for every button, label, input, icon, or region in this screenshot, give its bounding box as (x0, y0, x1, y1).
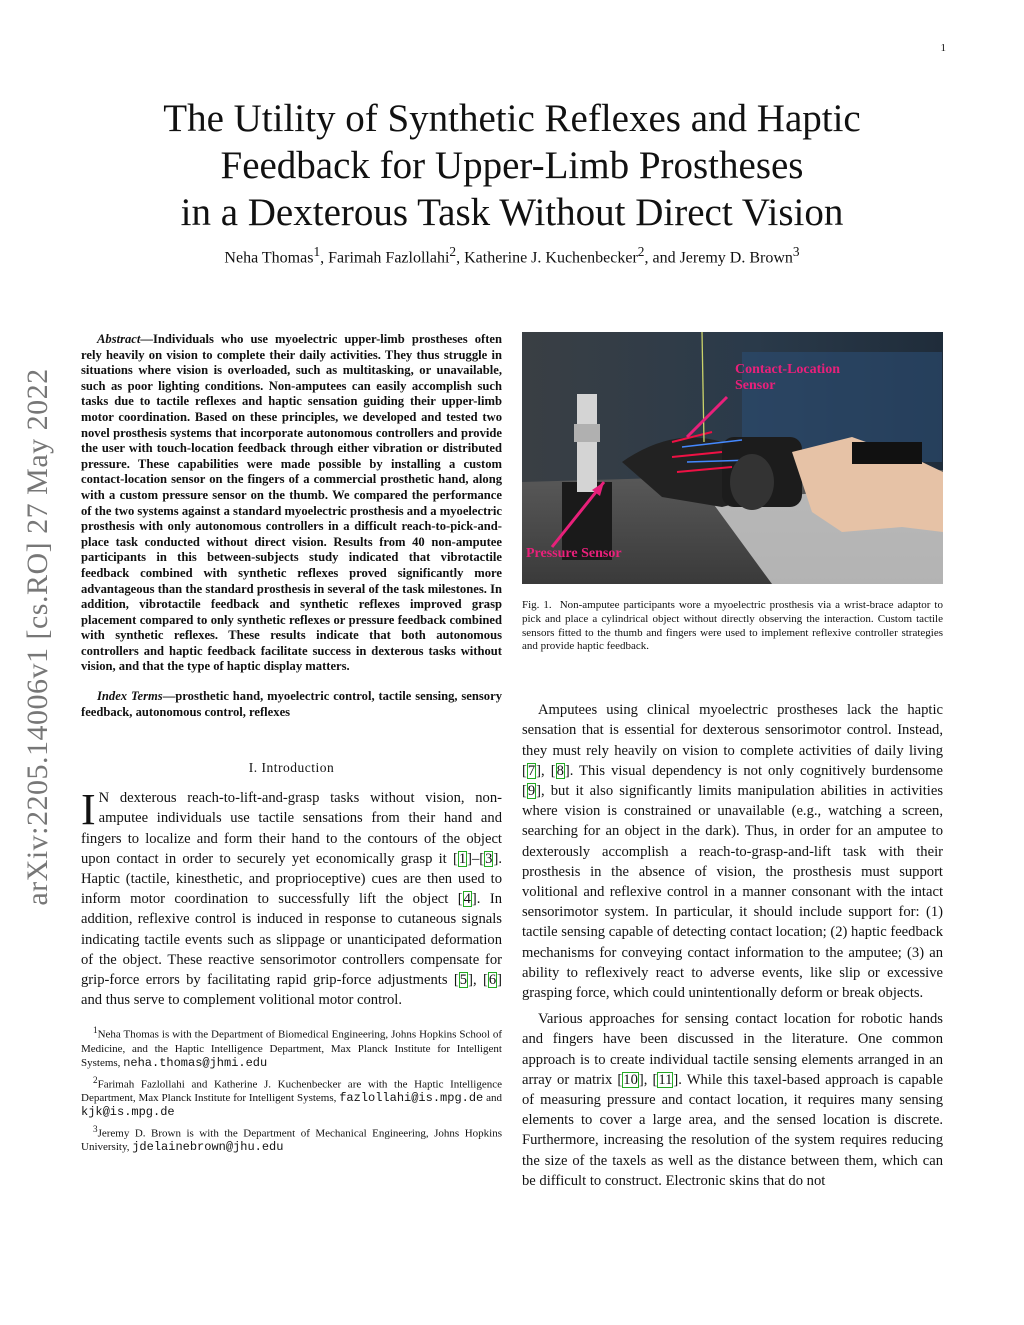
caption-label: Fig. 1. (522, 599, 552, 611)
intro-text: . In addition, reflexive control is induced in response to cutaneous signals indicating tactile events such as slippage or unanticipated deformation of the object. These reactive sensorimotor controllers compensate for grip-force errors by facilitating rapid grip-force adjustments (81, 891, 502, 989)
index-terms-text: prosthetic hand, myoelectric control, tactile sensing, sensory feedback, autonomous control, reflexes (81, 689, 502, 719)
figure-caption (522, 599, 943, 654)
pressure-sensor-label: Pressure Sensor (526, 546, 622, 561)
right-body (522, 700, 943, 1191)
body-text: Various approaches for sensing contact location for robotic hands and fingers have been discussed in the literature. One common approach is to create individual tactile sensing elements arranged in an array or matrix (522, 1011, 943, 1088)
caption-text: Non-amputee participants wore a myoelectric prosthesis via a wrist-brace adaptor to pick and place a cylindrical object without directly observing the interaction. Custom tactile sensors fitted to the thumb and fingers were used to implement reflexive controller strategies and provide haptic feedback. (522, 599, 943, 653)
intro-paragraph: I N dexterous reach-to-lift-and-grasp tasks without vision, non-amputee individuals use tactile sensations from their hand and fingers to localize and form their hand to the contours of the object upon contact in order to securely yet economically grasp it [1]–[3]. Haptic (tactile, kinesthetic, and proprioceptive) cues are then used to inform motor coordination to successfully lift the object [4]. In addition, reflexive control is induced in response to cutaneous signals indicating tactile events such as slippage or unanticipated deformation of the object. These reactive sensorimotor controllers compensate for grip-force errors by facilitating rapid grip-force adjustments [5], [6] and thus serve to complement volitional motor control. (81, 785, 503, 1009)
email-link[interactable]: jdelainebrown@jhu.edu (132, 1140, 284, 1155)
abstract-text: Individuals who use myoelectric upper-limb prostheses often rely heavily on vision to complete their daily activities. They thus struggle in situations where vision is overloaded, such as multitasking, or unavailable, such as poor lighting conditions. Non-amputees can easily accomplish such tasks due to tactile reflexes and haptic sensation guiding their upper-limb motor coordination. Based on these principles, we developed and tested two novel prosthesis systems that incorporate autonomous controllers and provide the user with touch-location feedback through either vibration or distributed pressure. These capabilities were made possible by installing a custom contact-location sensor on the fingers of a commercial prosthetic hand, along with a custom pressure sensor on the thumb. We compared the performance of the two systems against a standard myoelectric prosthesis and a myoelectric prosthesis with only autonomous controllers in a difficult reach-to-pick-and-place task conducted without direct vision. Results from 40 non-amputee participants in this between-subjects study indicated that vibrotactile feedback combined with synthetic reflexes proved significantly more advantageous than the standard prosthesis in several of the task milestones. In addition, vibrotactile feedback and synthetic reflexes improved grasp placement compared to only synthetic reflexes or pressure feedback combined with synthetic reflexes. These results indicate that both autonomous controllers and haptic feedback facilitate success in dexterous tasks without vision, and that the type of haptic display matters. (81, 332, 502, 674)
citation-link[interactable]: 11 (658, 1071, 673, 1088)
title-line: The Utility of Synthetic Reflexes and Haptic (163, 97, 861, 140)
citation-link[interactable]: 4 (463, 891, 471, 908)
citation-link[interactable]: 9 (527, 783, 536, 799)
body-text: . While this taxel-based approach is capable of measuring pressure and contact location, it requires many sensing elements to cover a large area, and the sensed location is discrete. Furthermore, increasing the resolution of the system requires reducing the size of the taxels as well as the distance between them, which can be difficult to construct. Electronic skins that do not (522, 1071, 943, 1189)
author-name: Farimah Fazlollahi (328, 249, 450, 267)
intro-text: , (472, 972, 483, 989)
footnote-mark: 3 (93, 1123, 98, 1134)
body-paragraph: Various approaches for sensing contact location for robotic hands and fingers have been discussed in the literature. One common approach is to create individual tactile sensing elements arranged in an array or matrix [10], [11]. While this taxel-based approach is capable of measuring pressure and contact location, it requires many sensing elements to cover a large area, and the sensed location is discrete. Furthermore, increasing the resolution of the system requires reducing the size of the taxels as well as the distance between them, which can be difficult to construct. Electronic skins that do not (522, 1011, 943, 1189)
author-name: Neha Thomas (224, 249, 314, 267)
citation-link[interactable]: 6 (488, 972, 497, 989)
author-affil: 3 (792, 244, 800, 259)
figure-photo (522, 332, 943, 584)
body-text: Amputees using clinical myoelectric prostheses lack the haptic sensation that is essential for dexterous sensorimotor control. Instead, they must rely heavily on vision to complete activities of daily living (522, 702, 943, 759)
citation-link[interactable]: 10 (623, 1071, 638, 1088)
abstract-label: Abstract (97, 332, 141, 346)
intro-text: . Haptic (tactile, kinesthetic, and proprioceptive) cues are then used to inform motor coordination to successfully lift the object (81, 850, 502, 908)
footnote-mark: 2 (93, 1074, 98, 1085)
footnote-text: and (483, 1091, 502, 1104)
label-line: Contact-Location (735, 362, 840, 377)
right-column (522, 332, 943, 1191)
arxiv-stamp: arXiv:2205.14006v1 [cs.RO] 27 May 2022 (21, 368, 54, 906)
citation-link[interactable]: 5 (459, 972, 468, 989)
page-number: 1 (940, 42, 946, 54)
author-name: Katherine J. Kuchenbecker (464, 249, 638, 267)
body-text: . This visual dependency is not only cognitively burdensome (569, 762, 943, 779)
footnote-text: Neha Thomas is with the Department of Biomedical Engineering, Johns Hopkins School of Medicine, and the Haptic Intelligence Department, Max Planck Institute for Intelligent Systems, (81, 1029, 502, 1069)
citation-link[interactable]: 1 (458, 850, 467, 867)
body-paragraph: Amputees using clinical myoelectric prostheses lack the haptic sensation that is essential for dexterous sensorimotor control. Instead, they must rely heavily on vision to complete activities of daily living [7], [8]. This visual dependency is not only cognitively burdensome [9], but it also significantly limits manipulation abilities in activities where vision is constrained or unavailable (e.g., watching a screen, searching for an object in the dark). Thus, in order for an amputee to dexterously accomplish a reach-to-grasp-and-lift task with their prosthesis in the absence of vision, the prosthesis must support volitional and reflexive control in a manner consonant with the intact sensorimotor system. In particular, it should include support for: (1) tactile sensing capable of detecting contact location; (2) haptic feedback mechanisms for conveying contact information to the amputee; (3) an ability to reflexively react to adverse events, like slip or excessive grasping force, which could unintentionally deform or break objects. (522, 702, 944, 1002)
email-link[interactable]: kjk@is.mpg.de (81, 1104, 175, 1119)
body-text: , but it also significantly limits manipulation abilities in activities where vision is constrained or unavailable (e.g., watching a screen, searching for an object in the dark). Thus, in order for an amputee to dexterously accomplish a reach-to-grasp-and-lift task with their prosthesis in the absence of vision, the prosthesis must support volitional and reflexive control in a manner consonant with the intact sensorimotor system. In particular, it should include support for: (1) tactile sensing capable of detecting contact location; (2) haptic feedback mechanisms for conveying contact information to the amputee; (3) an ability to reflexively react to adverse events, like slip or excessive grasping force, which could unintentionally deform or break objects. (522, 783, 944, 1002)
intro-text: and thus serve to complement volitional motor control. (81, 992, 402, 1009)
citation-link[interactable]: 8 (556, 762, 564, 779)
index-terms-label: Index Terms (97, 689, 163, 704)
citation-link[interactable]: 7 (527, 762, 536, 779)
title-line: in a Dexterous Task Without Direct Vision (180, 191, 844, 234)
author-affil: 2 (637, 244, 645, 259)
intro-text: N dexterous reach-to-lift-and-grasp tasks without vision, non-amputee individuals use tactile sensations from their hand and fingers to localize and form their hand to the contours of the object upon contact in order to securely yet economically grasp it (81, 790, 502, 867)
contact-sensor-label (735, 362, 840, 394)
intro-text: – (472, 850, 480, 867)
paper-title (100, 95, 924, 236)
email-link[interactable]: fazlollahi@is.mpg.de (339, 1090, 484, 1105)
left-column (81, 332, 502, 1158)
footnotes (81, 1024, 502, 1154)
footnote-text: Jeremy D. Brown is with the Department of Mechanical Engineering, Johns Hopkins University, (81, 1127, 502, 1154)
drop-cap: I (81, 785, 96, 835)
author-name: Jeremy D. Brown (679, 249, 793, 267)
footnote-mark: 1 (93, 1025, 98, 1036)
footnote (81, 1123, 502, 1155)
footnote (81, 1024, 502, 1070)
author-affil: 2 (449, 244, 457, 259)
section-heading: I. Introduction (248, 760, 335, 776)
email-link[interactable]: neha.thomas@jhmi.edu (123, 1055, 268, 1070)
author-affil: 1 (313, 244, 321, 259)
author-list: Neha Thomas$^1$, Farimah Fazlollahi$^2$, Katherine J. Kuchenbecker$^2$, and Jeremy D. Brown$^3$ (224, 244, 800, 267)
footnote-text: Farimah Fazlollahi and Katherine J. Kuchenbecker are with the Haptic Intelligence Department, Max Planck Institute for Intelligent Systems, (81, 1078, 502, 1104)
label-line: Sensor (735, 378, 776, 393)
footnote (81, 1074, 502, 1120)
citation-link[interactable]: 3 (485, 850, 493, 867)
index-terms: Index Terms—prosthetic hand, myoelectric control, tactile sensing, sensory feedback, autonomous control, reflexes (81, 689, 502, 719)
abstract: Abstract—Individuals who use myoelectric upper-limb prostheses often rely heavily on vision to complete their daily activities. They thus struggle in situations where vision is overloaded, such as multitasking, or unavailable, such as poor lighting conditions. Non-amputees can easily accomplish such tasks due to tactile reflexes and haptic sensation guiding their upper-limb motor coordination. Based on these principles, we developed and tested two novel prosthesis systems that incorporate autonomous controllers and provide the user with touch-location feedback through either vibration or distributed pressure. These capabilities were made possible by installing a custom contact-location sensor on the fingers of a commercial prosthetic hand, along with a custom pressure sensor on the thumb. We compared the performance of the two systems against a standard myoelectric prosthesis and a myoelectric prosthesis with only autonomous controllers in a difficult reach-to-pick-and-place task conducted without direct vision. Results from 40 non-amputee participants in this between-subjects study indicated that vibrotactile feedback combined with synthetic reflexes proved significantly more advantageous than the standard prosthesis in several of the task milestones. In addition, vibrotactile feedback and synthetic reflexes improved grasp placement compared to only synthetic reflexes or pressure feedback combined with synthetic reflexes. These results indicate that both autonomous controllers and haptic feedback facilitate success in dexterous tasks without vision, and that the type of haptic display matters. (81, 332, 502, 674)
title-line: Feedback for Upper-Limb Prostheses (220, 144, 804, 187)
